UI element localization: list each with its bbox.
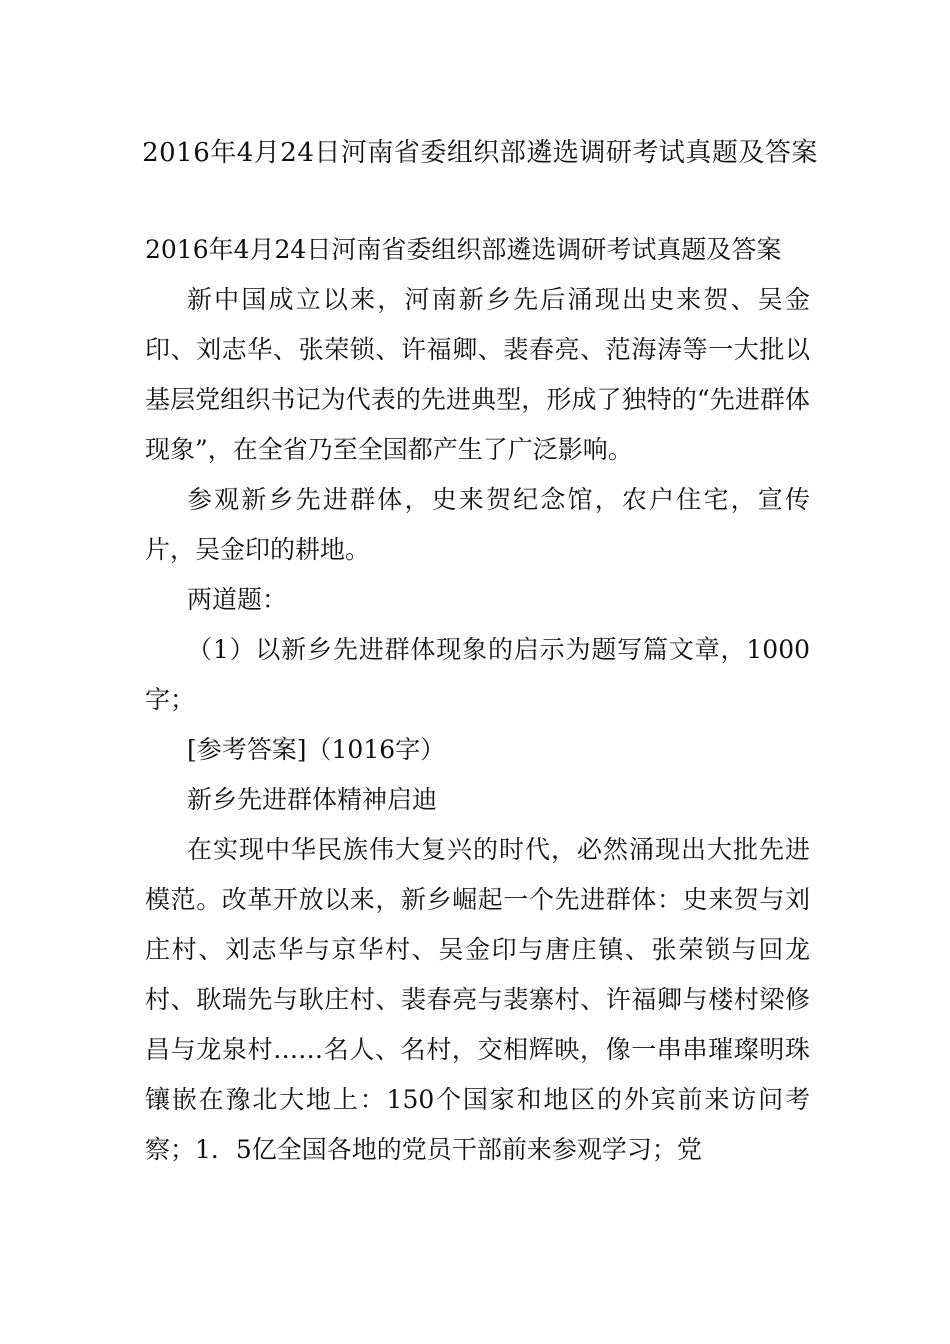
essay-paragraph: 在实现中华民族伟大复兴的时代，必然涌现出大批先进模范。改革开放以来，新乡崛起一个先进群体：史来贺与刘庄村、刘志华与京华村、吴金印与唐庄镇、张荣锁与回龙村、耿瑞先与耿庄村、裴春亮与裴寨村、许福卿与楼村梁修昌与龙泉村……名人、名村，交相辉映，像一串串璀璨明珠镶嵌在豫北大地上：150个国家和地区的外宾前来访问考察；1．5亿全国各地的党员干部前来参观学习；党	[145, 835, 810, 1164]
questions-heading: 两道题：	[187, 585, 288, 614]
essay-title: 新乡先进群体精神启迪	[187, 785, 438, 814]
repeated-title-paragraph: 2016年4月24日河南省委组织部遴选调研考试真题及答案	[145, 235, 782, 264]
document-title: 2016年4月24日河南省委组织部遴选调研考试真题及答案	[142, 138, 818, 168]
reference-answer-label: [参考答案]（1016字）	[187, 735, 446, 764]
intro-paragraph: 新中国成立以来，河南新乡先后涌现出史来贺、吴金印、刘志华、张荣锁、许福卿、裴春亮、范海涛等一大批以基层党组织书记为代表的先进典型，形成了独特的“先进群体现象”，在全省乃至全国都产生了广泛影响。	[145, 285, 810, 464]
document-body	[145, 225, 810, 1175]
question-one: （1）以新乡先进群体现象的启示为题写篇文章，1000字；	[145, 635, 810, 714]
visit-paragraph: 参观新乡先进群体，史来贺纪念馆，农户住宅，宣传片，吴金印的耕地。	[145, 485, 810, 564]
